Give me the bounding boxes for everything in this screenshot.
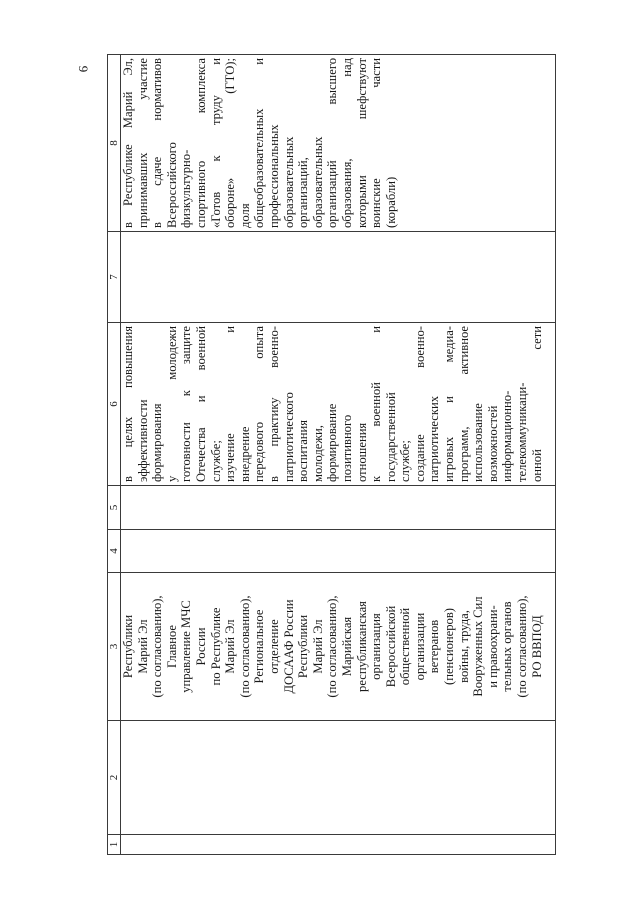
header-col-4: 4 <box>108 530 121 573</box>
indicator-line: образования, над <box>339 58 354 228</box>
cell-responsible-executors <box>121 573 556 721</box>
result-line: службе; <box>398 440 413 482</box>
indicator-line: общеобразовательных и <box>252 58 267 228</box>
executor-line: Республики <box>296 614 311 679</box>
indicator-line: доля <box>237 203 252 228</box>
executor-line: по Республике <box>208 607 223 686</box>
executor-line: (по согласованию), <box>237 595 252 698</box>
header-col-3: 3 <box>108 573 121 721</box>
page-number: 9 <box>76 65 91 73</box>
result-line: информационно- <box>500 390 515 482</box>
cell-col-2 <box>121 721 556 835</box>
header-row <box>108 55 121 855</box>
indicator-line: профессиональных <box>266 124 281 228</box>
executor-line: общественной <box>398 607 413 686</box>
header-col-8: 8 <box>108 55 121 232</box>
executor-line: отделение <box>266 619 281 674</box>
cell-col-7 <box>121 232 556 323</box>
indicator-line: Всероссийского <box>164 142 179 228</box>
header-col-2: 2 <box>108 721 121 835</box>
result-line: эффективности <box>135 399 150 482</box>
result-line: формирования <box>150 403 165 482</box>
result-line: программ, активное <box>456 326 471 482</box>
cell-col-5 <box>121 486 556 530</box>
result-line: воспитания <box>296 419 311 482</box>
executor-line: Марий Эл <box>310 619 325 674</box>
cell-indicators <box>121 55 556 232</box>
result-line: молодежи, <box>310 425 325 482</box>
executor-line: республиканская <box>354 601 369 692</box>
cell-expected-result <box>121 323 556 486</box>
indicator-line: обороне» (ГТО); <box>223 58 238 228</box>
executor-line: (по согласованию), <box>150 595 165 698</box>
result-line: Отечества и военной <box>193 326 208 482</box>
header-col-6: 6 <box>108 323 121 486</box>
executor-line: Марийская <box>339 616 354 677</box>
executor-line: Всероссийской <box>383 605 398 688</box>
indicator-line: физкультурно- <box>179 149 194 228</box>
header-col-7: 7 <box>108 232 121 323</box>
expected-result-text <box>121 326 544 482</box>
executor-line: Региональное <box>252 609 267 684</box>
result-line: телекоммуникаци- <box>515 382 530 482</box>
executor-line: управление МЧС <box>179 600 194 693</box>
result-line: в практику военно- <box>266 326 281 482</box>
executor-line: Марий Эл <box>135 619 150 674</box>
result-line: службе; <box>208 440 223 482</box>
executor-line: РО ВВПОД <box>529 615 544 678</box>
executor-line: ветеранов <box>427 619 442 674</box>
executor-line: Республики <box>121 614 135 679</box>
result-line: у молодежи <box>164 326 179 482</box>
table-row <box>121 55 556 855</box>
result-line: готовности к защите <box>179 326 194 482</box>
result-line: изучение и <box>223 326 238 482</box>
result-line: к военной и <box>369 326 384 482</box>
result-line: внедрение <box>237 426 252 482</box>
executor-line: (пенсионеров) <box>442 608 457 685</box>
indicator-line: (корабли) <box>383 176 398 228</box>
indicator-line: образовательных <box>310 136 325 228</box>
result-line: использование <box>471 403 486 482</box>
result-line: возможностей <box>485 405 500 482</box>
executor-line: войны, труда, <box>456 610 471 683</box>
indicator-line: воинские части <box>369 58 384 228</box>
indicator-line: организаций, <box>296 157 311 228</box>
result-line: отношения <box>354 422 369 482</box>
measures-table <box>107 54 556 855</box>
executor-line: Марий Эл <box>223 619 238 674</box>
executor-line: России <box>193 627 208 666</box>
header-col-5: 5 <box>108 486 121 530</box>
indicator-line: спортивного комплекса <box>193 58 208 228</box>
result-line: передового опыта <box>252 326 267 482</box>
executor-line: и правоохрани- <box>485 605 500 688</box>
result-line: онной сети <box>529 326 544 482</box>
executor-line: (по согласованию), <box>325 595 340 698</box>
executor-line: Главное <box>164 625 179 668</box>
indicator-line: организаций высшего <box>325 58 340 228</box>
executor-line: Вооруженных Сил <box>471 596 486 697</box>
executor-line: организации <box>412 612 427 681</box>
indicator-line: которыми шефствуют <box>354 58 369 228</box>
indicators-text <box>121 58 398 228</box>
executor-line: тельных органов <box>500 601 515 692</box>
result-line: создание военно- <box>412 326 427 482</box>
result-line: позитивного <box>339 414 354 482</box>
responsible-executors-text <box>121 576 544 717</box>
result-line: государственной <box>383 392 398 482</box>
cell-col-4 <box>121 530 556 573</box>
result-line: формирование <box>325 403 340 482</box>
header-col-1: 1 <box>108 835 121 855</box>
result-line: патриотических <box>427 395 442 482</box>
indicator-line: образовательных <box>281 136 296 228</box>
indicator-line: в Республике Марий Эл, <box>121 58 135 228</box>
result-line: игровых и медиа- <box>442 326 457 482</box>
result-line: патриотического <box>281 392 296 482</box>
indicator-line: «Готов к труду и <box>208 58 223 228</box>
cell-col-1 <box>121 835 556 855</box>
indicator-line: принимавших участие <box>135 58 150 228</box>
result-line: в целях повышения <box>121 326 135 482</box>
executor-line: ДОСААФ России <box>281 599 296 694</box>
executor-line: (по согласованию), <box>515 595 530 698</box>
indicator-line: в сдаче нормативов <box>150 58 165 228</box>
rotated-table-wrapper <box>107 55 627 855</box>
executor-line: организация <box>369 613 384 680</box>
